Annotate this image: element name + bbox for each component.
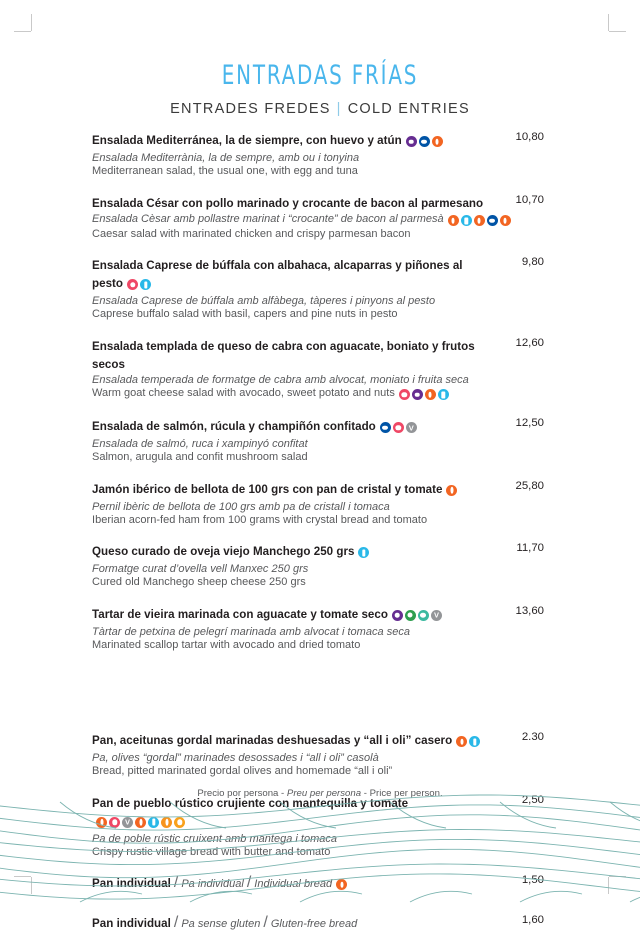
menu-item-name: Pan individual bbox=[92, 917, 171, 930]
wave-decoration bbox=[0, 798, 640, 910]
menu-item-catalan: Ensalada Mediterrània, la de sempre, amb ou i tonyina bbox=[92, 152, 360, 164]
menu-item-english-line bbox=[92, 308, 544, 320]
menu-item-price: 9,80 bbox=[521, 256, 544, 268]
menu-item-price: 1,60 bbox=[521, 914, 544, 926]
price-note-ca: Preu per persona bbox=[286, 788, 362, 799]
menu-item-name: Ensalada Caprese de búffala con albahaca, alcaparras y piñones al pesto bbox=[92, 259, 463, 290]
menu-item-name: Pan de pueblo rústico crujiente con mantequilla y tomate bbox=[92, 796, 409, 810]
menu-item bbox=[92, 337, 544, 401]
menu-item-catalan-line bbox=[92, 213, 544, 227]
menu-item-separator-2: / bbox=[263, 914, 268, 931]
allergen-icon-group bbox=[358, 544, 371, 562]
menu-item-catalan: Ensalada temperada de formatge de cabra amb alvocat, moniato i fruita seca bbox=[92, 373, 469, 386]
menu-item bbox=[92, 542, 544, 588]
menu-item-price: 1,50 bbox=[521, 874, 544, 886]
allergen-icon-group bbox=[456, 733, 482, 751]
allergen-icon-group bbox=[448, 215, 513, 227]
menu-item-catalan-line bbox=[92, 501, 544, 513]
gluten-icon bbox=[500, 215, 511, 226]
gluten-icon bbox=[456, 736, 467, 747]
menu-item bbox=[92, 417, 544, 463]
page-title: ENTRADAS FRÍAS bbox=[221, 60, 419, 91]
menu-item-english: Caprese buffalo salad with basil, capers and pine nuts in pesto bbox=[92, 308, 398, 320]
nuts-icon bbox=[399, 389, 410, 400]
menu-item bbox=[92, 731, 544, 777]
menu-item-catalan: Pa, olives “gordal” marinades desossades i “all i oli” casolà bbox=[92, 752, 379, 764]
nuts-icon bbox=[393, 422, 404, 433]
menu-item-name-line bbox=[92, 131, 544, 151]
vegetarian-icon bbox=[431, 610, 442, 621]
menu-item-name-line bbox=[92, 256, 544, 294]
allergen-icon-group bbox=[446, 482, 459, 500]
menu-item bbox=[92, 131, 544, 177]
menu-item-name-line bbox=[92, 194, 544, 212]
menu-item-catalan: Pernil ibèric de bellota de 100 grs amb pa de cristall i tomaca bbox=[92, 500, 390, 513]
menu-item-english: Individual bread bbox=[254, 878, 333, 890]
menu-item-price: 12,50 bbox=[515, 417, 544, 429]
fish-icon bbox=[412, 389, 423, 400]
menu-item-english-line bbox=[92, 639, 544, 651]
menu-item-price: 11,70 bbox=[516, 542, 544, 554]
menu-item-catalan: Pa individual bbox=[181, 878, 244, 890]
menu-item-name: Queso curado de oveja viejo Manchego 250 grs bbox=[92, 545, 355, 558]
crop-mark-top-right-horizontal bbox=[609, 31, 626, 32]
menu-item-english: Caesar salad with marinated chicken and crispy parmesan bacon bbox=[92, 227, 411, 240]
gluten-icon bbox=[432, 136, 443, 147]
allergen-icon-group bbox=[399, 389, 451, 401]
egg-icon bbox=[419, 136, 430, 147]
menu-item-catalan: Ensalada de salmó, ruca i xampinyó confitat bbox=[92, 438, 308, 450]
menu-item-name-line bbox=[92, 417, 544, 437]
dairy-icon bbox=[438, 389, 449, 400]
menu-item-name: Ensalada Mediterránea, la de siempre, con huevo y atún bbox=[92, 134, 402, 147]
dairy-icon bbox=[469, 736, 480, 747]
allergen-icon-group bbox=[380, 419, 419, 437]
price-note-en: - Price per person. bbox=[363, 788, 443, 799]
menu-item-catalan: Tàrtar de petxina de pelegrí marinada amb alvocat i tomaca seca bbox=[92, 625, 410, 638]
allergen-icon-group bbox=[127, 276, 153, 294]
mint-icon bbox=[418, 610, 429, 621]
menu-item-separator: / bbox=[173, 874, 179, 891]
price-note-es: Precio por persona - bbox=[197, 788, 285, 799]
vegetarian-icon bbox=[406, 422, 417, 433]
menu-item-english-line bbox=[92, 514, 544, 526]
menu-item-english-line bbox=[92, 165, 544, 177]
crop-mark-top-left-vertical bbox=[31, 14, 32, 31]
page-subtitle bbox=[0, 101, 640, 117]
menu-item-english-line bbox=[92, 765, 544, 777]
menu-item bbox=[92, 256, 544, 320]
menu-item bbox=[92, 480, 544, 526]
menu-item bbox=[92, 194, 544, 240]
menu-item-catalan-line bbox=[92, 152, 544, 164]
menu-item-catalan-line bbox=[92, 374, 544, 386]
menu-item-english: Gluten-free bread bbox=[270, 918, 358, 930]
dairy-icon bbox=[461, 215, 472, 226]
crop-mark-top-right-vertical bbox=[608, 14, 609, 31]
menu-item-name: Ensalada de salmón, rúcula y champiñón confitado bbox=[92, 420, 376, 433]
egg-icon bbox=[380, 422, 391, 433]
menu-item-english: Marinated scallop tartar with avocado and dried tomato bbox=[92, 638, 361, 651]
subtitle-catalan: ENTRADES FREDES bbox=[170, 101, 331, 118]
menu-item-catalan: Ensalada Cèsar amb pollastre marinat i “crocante” de bacon al parmesà bbox=[92, 212, 444, 225]
subtitle-separator: | bbox=[336, 101, 342, 118]
menu-item-name-line bbox=[92, 337, 544, 373]
menu-item bbox=[92, 914, 544, 932]
menu-item-price: 2,50 bbox=[521, 793, 544, 806]
menu-item-english: Mediterranean salad, the usual one, with egg and tuna bbox=[92, 165, 358, 177]
menu-header bbox=[0, 62, 640, 117]
gluten-icon bbox=[448, 215, 459, 226]
menu-item-name: Pan, aceitunas gordal marinadas deshuesadas y “all i oli” casero bbox=[92, 734, 453, 747]
menu-item-catalan-line bbox=[92, 295, 544, 307]
menu-item-english: Salmon, arugula and confit mushroom salad bbox=[92, 451, 308, 463]
menu-item-name: Tartar de vieira marinada con aguacate y tomate seco bbox=[92, 607, 388, 621]
menu-item-english: Crispy rustic village bread with butter and tomato bbox=[92, 845, 331, 858]
menu-item-separator: / bbox=[173, 914, 179, 931]
menu-item-name: Ensalada César con pollo marinado y crocante de bacon al parmesano bbox=[92, 196, 484, 210]
fish-icon bbox=[392, 610, 403, 621]
menu-item-english-line bbox=[92, 576, 544, 588]
menu-item-catalan-line bbox=[92, 752, 544, 764]
menu-item-name-line bbox=[92, 914, 544, 932]
soy-icon bbox=[405, 610, 416, 621]
subtitle-english: COLD ENTRIES bbox=[347, 101, 470, 118]
menu-item-catalan: Pa sense gluten bbox=[181, 918, 261, 930]
menu-item-name: Ensalada templada de queso de cabra con aguacate, boniato y frutos secos bbox=[92, 339, 475, 371]
menu-item-name-line bbox=[92, 605, 544, 625]
menu-item-catalan: Formatge curat d’ovella vell Manxec 250 grs bbox=[92, 563, 309, 575]
menu-item-name: Pan individual bbox=[92, 877, 171, 890]
dairy-icon bbox=[358, 547, 369, 558]
menu-item-name-line bbox=[92, 542, 544, 562]
menu-item-price: 13,60 bbox=[515, 604, 544, 617]
gluten-icon bbox=[474, 215, 485, 226]
menu-item-english-line bbox=[92, 228, 544, 240]
menu-item-name: Jamón ibérico de bellota de 100 grs con pan de cristal y tomate bbox=[92, 482, 443, 496]
menu-item-english-line bbox=[92, 451, 544, 463]
dairy-icon bbox=[140, 279, 151, 290]
menu-item bbox=[92, 605, 544, 651]
crop-mark-top-left-horizontal bbox=[14, 31, 31, 32]
menu-item-price: 10,70 bbox=[515, 193, 544, 206]
menu-item-english: Cured old Manchego sheep cheese 250 grs bbox=[92, 576, 306, 588]
menu-item-price: 10,80 bbox=[515, 131, 544, 143]
menu-item-catalan: Pa de poble rústic cruixent amb mantega i tomaca bbox=[92, 832, 338, 845]
menu-item-catalan: Ensalada Caprese de búffala amb alfàbega, tàperes i pinyons al pesto bbox=[92, 295, 436, 307]
gluten-icon bbox=[425, 389, 436, 400]
menu-item-price: 12,60 bbox=[515, 336, 544, 349]
menu-item-separator-2: / bbox=[246, 874, 252, 891]
menu-item-catalan-line bbox=[92, 563, 544, 575]
allergen-icon-group bbox=[392, 607, 444, 625]
fish-icon bbox=[406, 136, 417, 147]
menu-item-catalan-line bbox=[92, 626, 544, 638]
menu-item-english: Bread, pitted marinated gordal olives and homemade “all i oli” bbox=[92, 765, 393, 777]
menu-item-name-line bbox=[92, 731, 544, 751]
menu-item-name-line bbox=[92, 480, 544, 500]
egg-icon bbox=[487, 215, 498, 226]
menu-item-catalan-line bbox=[92, 438, 544, 450]
allergen-icon-group bbox=[406, 133, 445, 151]
menu-item-english-line bbox=[92, 387, 544, 401]
menu-item-english: Warm goat cheese salad with avocado, sweet potato and nuts bbox=[92, 386, 395, 399]
nuts-icon bbox=[127, 279, 138, 290]
menu-item-price: 25,80 bbox=[515, 479, 544, 492]
menu-item-price: 2.30 bbox=[521, 731, 544, 743]
section-gap bbox=[92, 667, 544, 731]
menu-item-english: Iberian acorn-fed ham from 100 grams with crystal bread and tomato bbox=[92, 513, 428, 526]
gluten-icon bbox=[446, 485, 457, 496]
